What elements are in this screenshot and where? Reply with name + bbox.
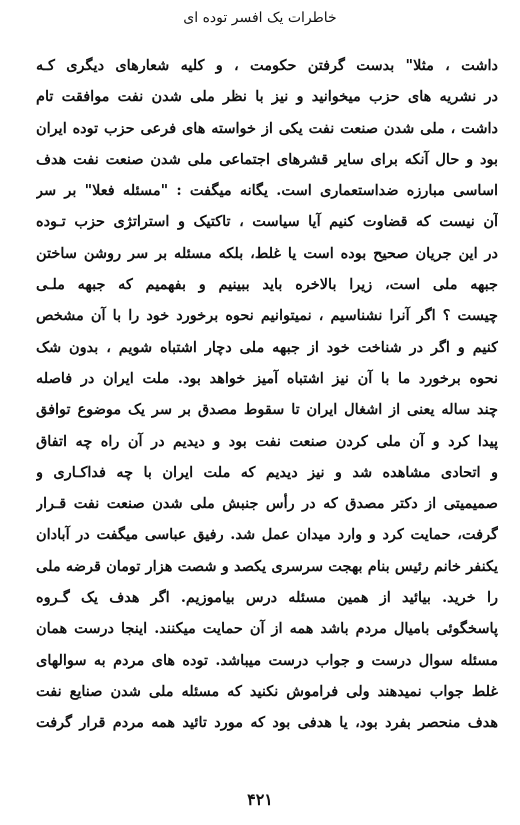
text-line: را خرید. بیائید از همین مسئله درس بیاموزیم. اگر هدف یک گـروه <box>36 589 498 607</box>
text-line: جبهه ملی است، زیرا بالاخره باید ببینیم و بفهمیم که جبهه ملـی <box>36 276 498 294</box>
text-line: گرفت، حمایت کرد و وارد میدان عمل شد. رفیق عباسی میگفت در آبادان <box>36 526 498 544</box>
text-line: در این جریان صحیح بوده است یا غلط، بلکه مسئله بر سر روشن ساختن <box>36 244 498 262</box>
text-line: بود و حال آنکه برای سایر قشرهای اجتماعی ملی شدن صنعت نفت هدف <box>36 150 498 168</box>
text-line: کنیم و اگر در شناخت خود از جبهه ملی دچار اشتباه شویم ، بدون شک <box>36 338 498 356</box>
body-text <box>36 50 498 739</box>
text-line: آن نیست که قضاوت کنیم آیا سیاست ، تاکتیک و استراتژی حزب تـوده <box>36 213 498 231</box>
text-line: یکنفر خانم رئیس بنام بهجت سرسری یکصد و شصت هزار تومان قرضه ملی <box>36 557 498 575</box>
running-header: خاطرات یک افسر توده ای <box>183 10 337 26</box>
text-line: چند ساله یعنی از اشغال ایران تا سقوط مصدق بر سر یک موضوع توافق <box>36 401 498 419</box>
text-line: غلط جواب نمیدهند ولی فراموش نکنید که مسئله ملی شدن صنایع نفت <box>36 682 498 700</box>
text-line: هدف منحصر بفرد بود، یا هدفی بود که مورد تائید همه مردم قرار گرفت <box>36 714 498 732</box>
text-line: در نشریه های حزب میخوانید و نیز با نظر ملی شدن نفت موافقت تام <box>36 88 498 106</box>
text-line: مسئله سوال درست و جواب درست میباشد. توده های مردم به سوالهای <box>36 651 498 669</box>
text-line: چیست ؟ اگر آنرا نشناسیم ، نمیتوانیم نحوه برخورد خود را با آن مشخص <box>36 307 498 325</box>
text-line: داشت ، ملی شدن صنعت نفت یکی از خواسته های فرعی حزب توده ایران <box>36 119 498 137</box>
text-line: نحوه برخورد ما با آن نیز اشتباه آمیز خواهد بود. ملت ایران در فاصله <box>36 369 498 387</box>
text-line: صمیمیتی از دکتر مصدق که در رأس جنبش ملی شدن صنعت نفت قـرار <box>36 495 498 513</box>
page-number: ۴۲۱ <box>247 790 273 809</box>
text-line: داشت ، مثلا" بدست گرفتن حکومت ، و کلیه شعارهای دیگری کـه <box>36 57 498 74</box>
text-line: پیدا کرد و آن ملی کردن صنعت نفت بود و دیدیم در آن راه چه اتفاق <box>36 432 498 450</box>
text-line: و اتحادی مشاهده شد و نیز دیدیم که ملت ایران با چه فداکـاری و <box>36 463 498 481</box>
text-line: پاسخگوئی بامیال مردم باشد همه از آن حمایت میکنند. اینجا درست همان <box>36 620 498 638</box>
text-line: اساسی مبارزه ضداستعماری است. یگانه میگفت : "مسئله فعلا" بر سر <box>36 182 498 200</box>
